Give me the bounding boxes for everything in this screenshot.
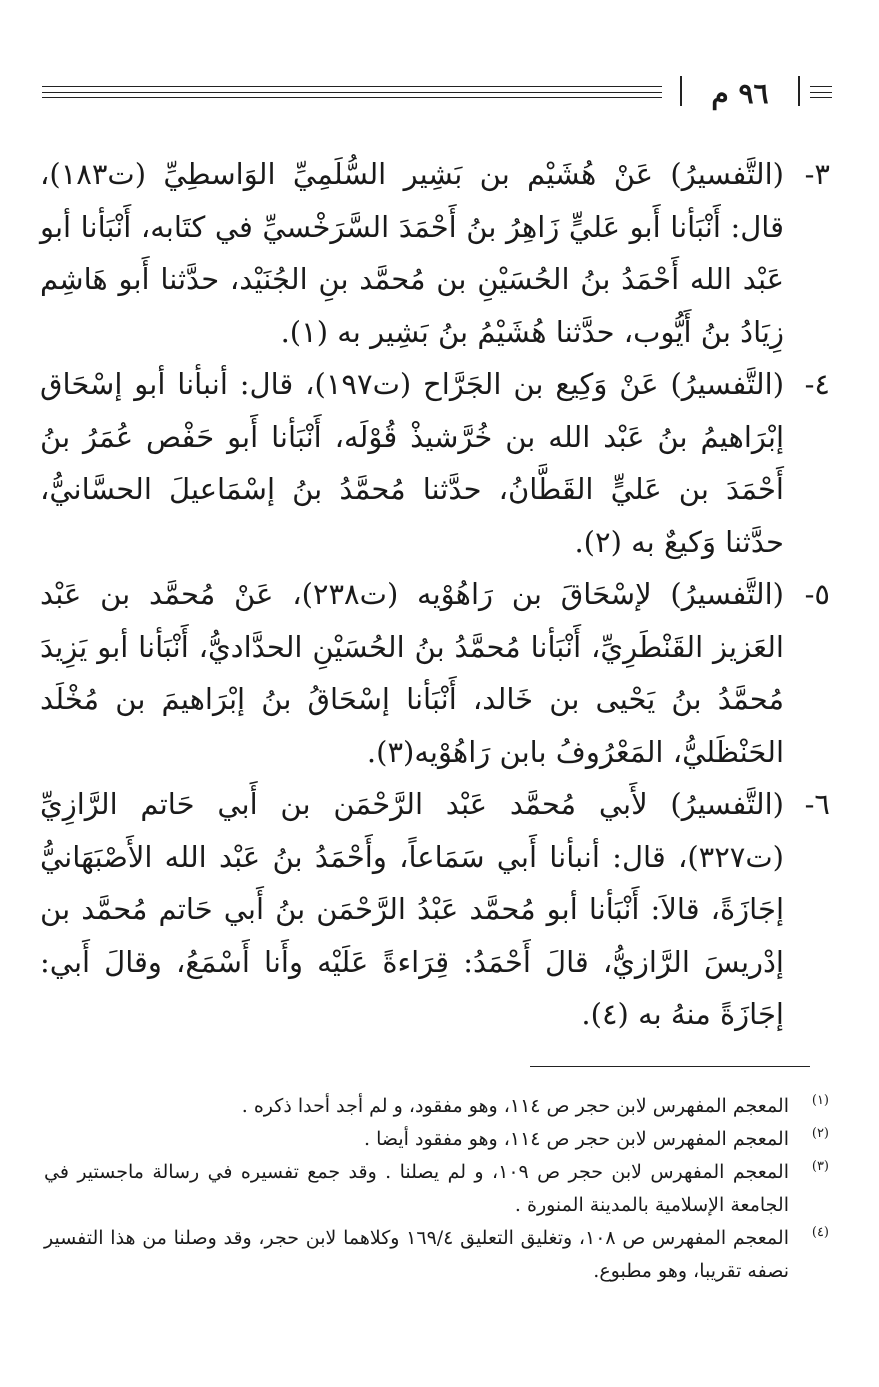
entry-number: ٣- <box>804 157 830 191</box>
entry-number: ٦- <box>804 787 830 821</box>
header-rule <box>42 97 662 98</box>
footnotes <box>44 1090 829 1288</box>
header-rule <box>42 92 662 93</box>
entry-number: ٥- <box>804 577 830 611</box>
header-rule <box>810 92 832 93</box>
footnote-text: المعجم المفهرس لابن حجر ص ١١٤، وهو مفقود أيضا . <box>364 1128 789 1150</box>
entry <box>40 358 830 568</box>
footnote-text: المعجم المفهرس لابن حجر ص ١٠٩، و لم يصلنا . وقد جمع تفسيره في رسالة ماجستير في الجامعة الإسلامية بالمدينة المنورة . <box>44 1161 789 1216</box>
entry <box>40 148 830 358</box>
entry <box>40 568 830 778</box>
footnote <box>44 1222 829 1288</box>
page-number: ٩٦ م <box>711 76 769 110</box>
footnote-separator <box>530 1066 810 1067</box>
entry-text: (التَّفسيرُ) عَنْ هُشَيْم بن بَشِير السُّلَمِيِّ الوَاسطِيِّ (ت١٨٣)، قال: أَنْبَأنا أَبو عَليٍّ زَاهِرُ بنُ أَحْمَدَ السَّرَخْسيِّ في كتَابه، أَنْبَأنا أبو عَبْد الله أَحْمَدُ بنُ الحُسَيْنِ بن مُحمَّد بنِ الجُنَيْد، حدَّثنا أَبو هَاشِم زِيَادُ بنُ أَيُّوب، حدَّثنا هُشَيْمُ بنُ بَشِير به (١). <box>40 157 784 349</box>
header-rule <box>42 86 662 87</box>
entry-text: (التَّفسيرُ) عَنْ وَكِيع بن الجَرَّاح (ت١٩٧)، قال: أنبأنا أبو إسْحَاق إبْرَاهيمُ بنُ عَبْد الله بن خُرَّشيذْ قُوْلَه، أَنْبَأنا أَبو حَفْص عُمَرُ بنُ أَحْمَدَ بن عَليٍّ القَطَّانُ، حدَّثنا مُحمَّدُ بنُ إسْمَاعيلَ الحسَّانيُّ، حدَّثنا وَكيعٌ به (٢). <box>40 367 785 559</box>
footnote-text: المعجم المفهرس ص ١٠٨، وتغليق التعليق ١٦٩/٤ وكلاهما لابن حجر، وقد وصلنا من هذا التفسير نصفه تقريبا، وهو مطبوع. <box>44 1227 789 1282</box>
footnote <box>44 1123 829 1156</box>
footnote-mark: (٣) <box>811 1159 829 1174</box>
entry <box>40 778 830 1041</box>
entry-text: (التَّفسيرُ) لأَبي مُحمَّد عَبْد الرَّحْمَن بن أَبي حَاتم الرَّازِيِّ (ت٣٢٧)، قال: أنبأنا أَبي سَمَاعاً، وأَحْمَدُ بنُ عَبْد الله الأَصْبَهَانيُّ إجَازَةً، قالاَ: أَنْبَأنا أبو مُحمَّد عَبْدُ الرَّحْمَن بنُ أَبي حَاتم مُحمَّد بن إدْريسَ الرَّازيُّ، قالَ أَحْمَدُ: قِرَاءةً عَلَيْه وأَنا أَسْمَعُ، وقالَ أَبي: إجَازَةً منهُ به (٤). <box>40 787 784 1031</box>
page-number-bracket <box>798 76 800 106</box>
footnote-mark: (١) <box>811 1093 829 1108</box>
footnote <box>44 1090 829 1123</box>
entry-text: (التَّفسيرُ) لإسْحَاقَ بن رَاهُوْيه (ت٢٣٨)، عَنْ مُحمَّد بن عَبْد العَزيز القَنْطَرِيِّ، أَنْبَأنا مُحمَّدُ بنُ الحُسَيْنِ الحدَّاديُّ، أَنْبَأنا أبو يَزِيدَ مُحمَّدُ بنُ يَحْيى بن خَالد، أَنْبَأنا إسْحَاقُ بنُ إبْرَاهيمَ بن مُخْلَد الحَنْظَليُّ، المَعْرُوفُ بابن رَاهُوْيه(٣). <box>40 577 784 769</box>
page-number-box <box>678 76 802 110</box>
page-number-bracket <box>680 76 682 106</box>
entry-number: ٤- <box>804 367 830 401</box>
footnote-mark: (٢) <box>811 1126 829 1141</box>
header-rule <box>810 86 832 87</box>
footnote <box>44 1156 829 1222</box>
main-text <box>40 148 830 1041</box>
footnote-text: المعجم المفهرس لابن حجر ص ١١٤، وهو مفقود، و لم أجد أحدا ذكره . <box>241 1095 789 1117</box>
footnote-mark: (٤) <box>811 1225 829 1240</box>
header-rule <box>810 97 832 98</box>
running-header <box>42 78 832 112</box>
